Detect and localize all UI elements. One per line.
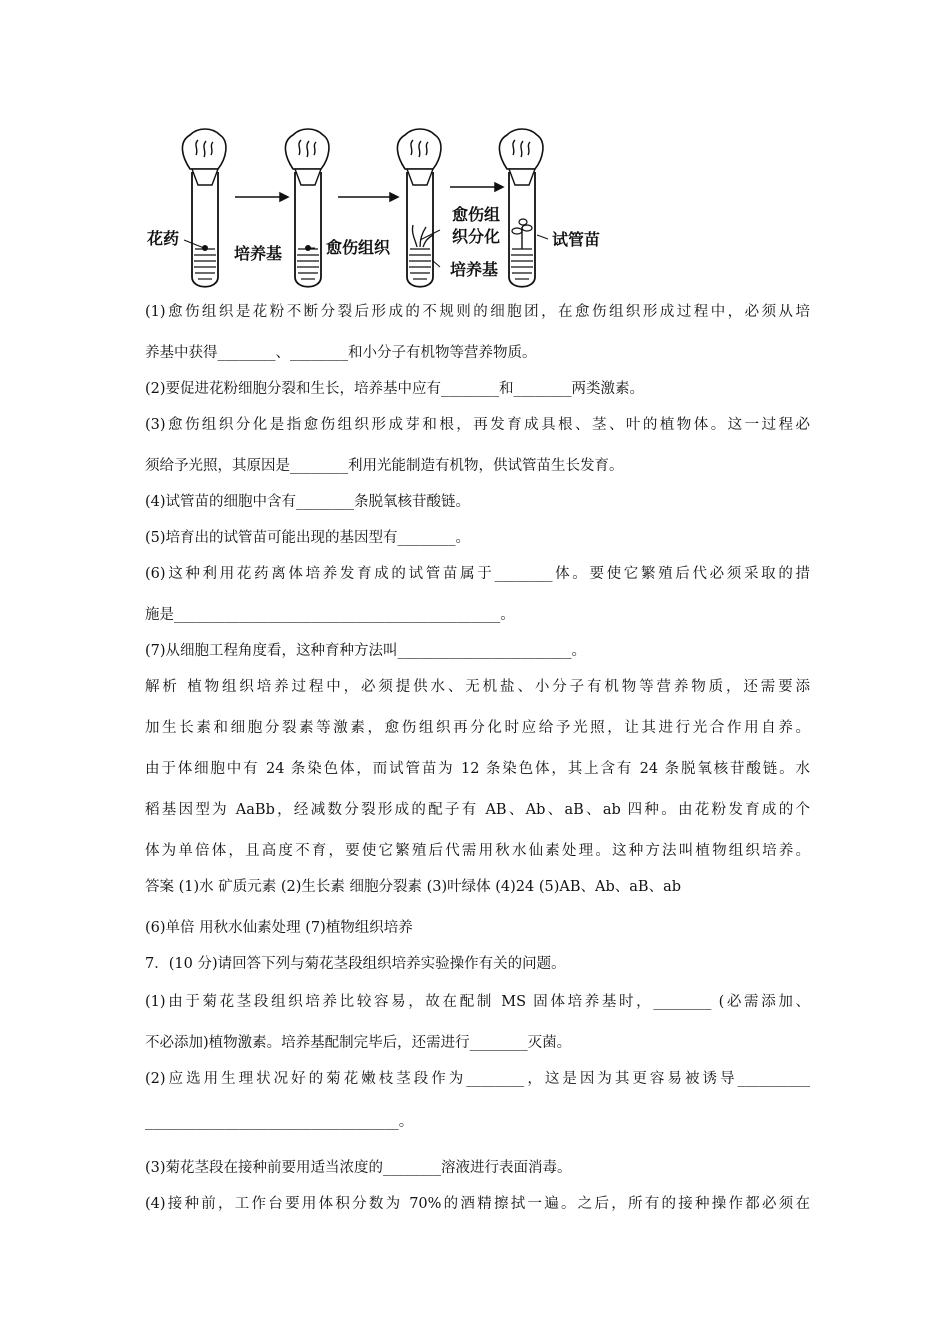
anther-culture-figure bbox=[140, 122, 640, 297]
analysis-line3: 由于体细胞中有 24 条染色体，而试管苗为 12 条染色体，其上含有 24 条脱氧核苷酸链。水 bbox=[145, 761, 810, 777]
label-plantlet: 试管苗 bbox=[552, 230, 601, 249]
q6-part7: (7)从细胞工程角度看，这种育种方法叫________________________。 bbox=[145, 643, 587, 659]
label-anther: 花药 bbox=[147, 229, 180, 248]
q6-part2: (2)要促进花粉细胞分裂和生长，培养基中应有________和________两类激素。 bbox=[145, 381, 645, 397]
q6-part6-line2: 施是_____________________________________________。 bbox=[145, 607, 515, 623]
q7-title: 7．(10 分)请回答下列与菊花茎段组织培养实验操作有关的问题。 bbox=[145, 956, 566, 972]
answer-line2: (6)单倍 用秋水仙素处理 (7)植物组织培养 bbox=[145, 920, 413, 936]
q7-part1-line2: 不必添加)植物激素。培养基配制完毕后，还需进行________灭菌。 bbox=[145, 1035, 572, 1051]
label-differentiation-1: 愈伤组 bbox=[452, 205, 501, 224]
question-text bbox=[145, 294, 810, 1222]
answer-line1: 答案 (1)水 矿质元素 (2)生长素 细胞分裂素 (3)叶绿体 (4)24 (5)AB、Ab、aB、ab bbox=[145, 879, 682, 895]
q6-part5: (5)培育出的试管苗可能出现的基因型有________。 bbox=[145, 530, 471, 546]
label-medium-1: 培养基 bbox=[234, 244, 283, 263]
analysis-line5: 体为单倍体，且高度不育，要使它繁殖后代需用秋水仙素处理。这种方法叫植物组织培养。 bbox=[145, 843, 810, 859]
q6-part4: (4)试管苗的细胞中含有________条脱氧核苷酸链。 bbox=[145, 494, 471, 510]
tube-2 bbox=[285, 129, 329, 287]
analysis-line1: 解析 植物组织培养过程中，必须提供水、无机盐、小分子有机物等营养物质，还需要添 bbox=[145, 679, 810, 695]
tube-4 bbox=[499, 129, 543, 287]
q7-part2-line1: (2)应选用生理状况好的菊花嫩枝茎段作为________，这是因为其更容易被诱导__________ bbox=[145, 1071, 810, 1087]
tube-3 bbox=[397, 129, 441, 287]
q6-part3-line1: (3)愈伤组织分化是指愈伤组织形成芽和根，再发育成具根、茎、叶的植物体。这一过程必 bbox=[145, 417, 810, 433]
q7-part2-line2: ___________________________________。 bbox=[145, 1114, 414, 1130]
q7-part4: (4)接种前，工作台要用体积分数为 70%的酒精擦拭一遍。之后，所有的接种操作都必须在 bbox=[145, 1196, 810, 1212]
q6-part3-line2: 须给予光照，其原因是________利用光能制造有机物，供试管苗生长发育。 bbox=[145, 458, 624, 474]
arrows bbox=[235, 183, 503, 201]
label-callus: 愈伤组织 bbox=[326, 238, 391, 257]
q7-part3: (3)菊花茎段在接种前要用适当浓度的________溶液进行表面消毒。 bbox=[145, 1160, 572, 1176]
label-differentiation-2: 织分化 bbox=[452, 227, 501, 246]
tube-1 bbox=[182, 129, 226, 287]
q6-part6-line1: (6)这种利用花药离体培养发育成的试管苗属于________体。要使它繁殖后代必须采取的措 bbox=[145, 566, 810, 582]
q7-part1-line1: (1)由于菊花茎段组织培养比较容易，故在配制 MS 固体培养基时，________ (必需添加、 bbox=[145, 994, 810, 1010]
analysis-line2: 加生长素和细胞分裂素等激素，愈伤组织再分化时应给予光照，让其进行光合作用自养。 bbox=[145, 720, 810, 736]
anther-culture-diagram bbox=[140, 122, 640, 297]
q6-part1-line2: 养基中获得________、________和小分子有机物等营养物质。 bbox=[145, 345, 537, 361]
label-medium-2: 培养基 bbox=[450, 260, 499, 279]
q6-part1-line1: (1)愈伤组织是花粉不断分裂后形成的不规则的细胞团，在愈伤组织形成过程中，必须从培 bbox=[145, 304, 810, 320]
analysis-line4: 稻基因型为 AaBb，经减数分裂形成的配子有 AB、Ab、aB、ab 四种。由花粉发育成的个 bbox=[145, 802, 810, 818]
